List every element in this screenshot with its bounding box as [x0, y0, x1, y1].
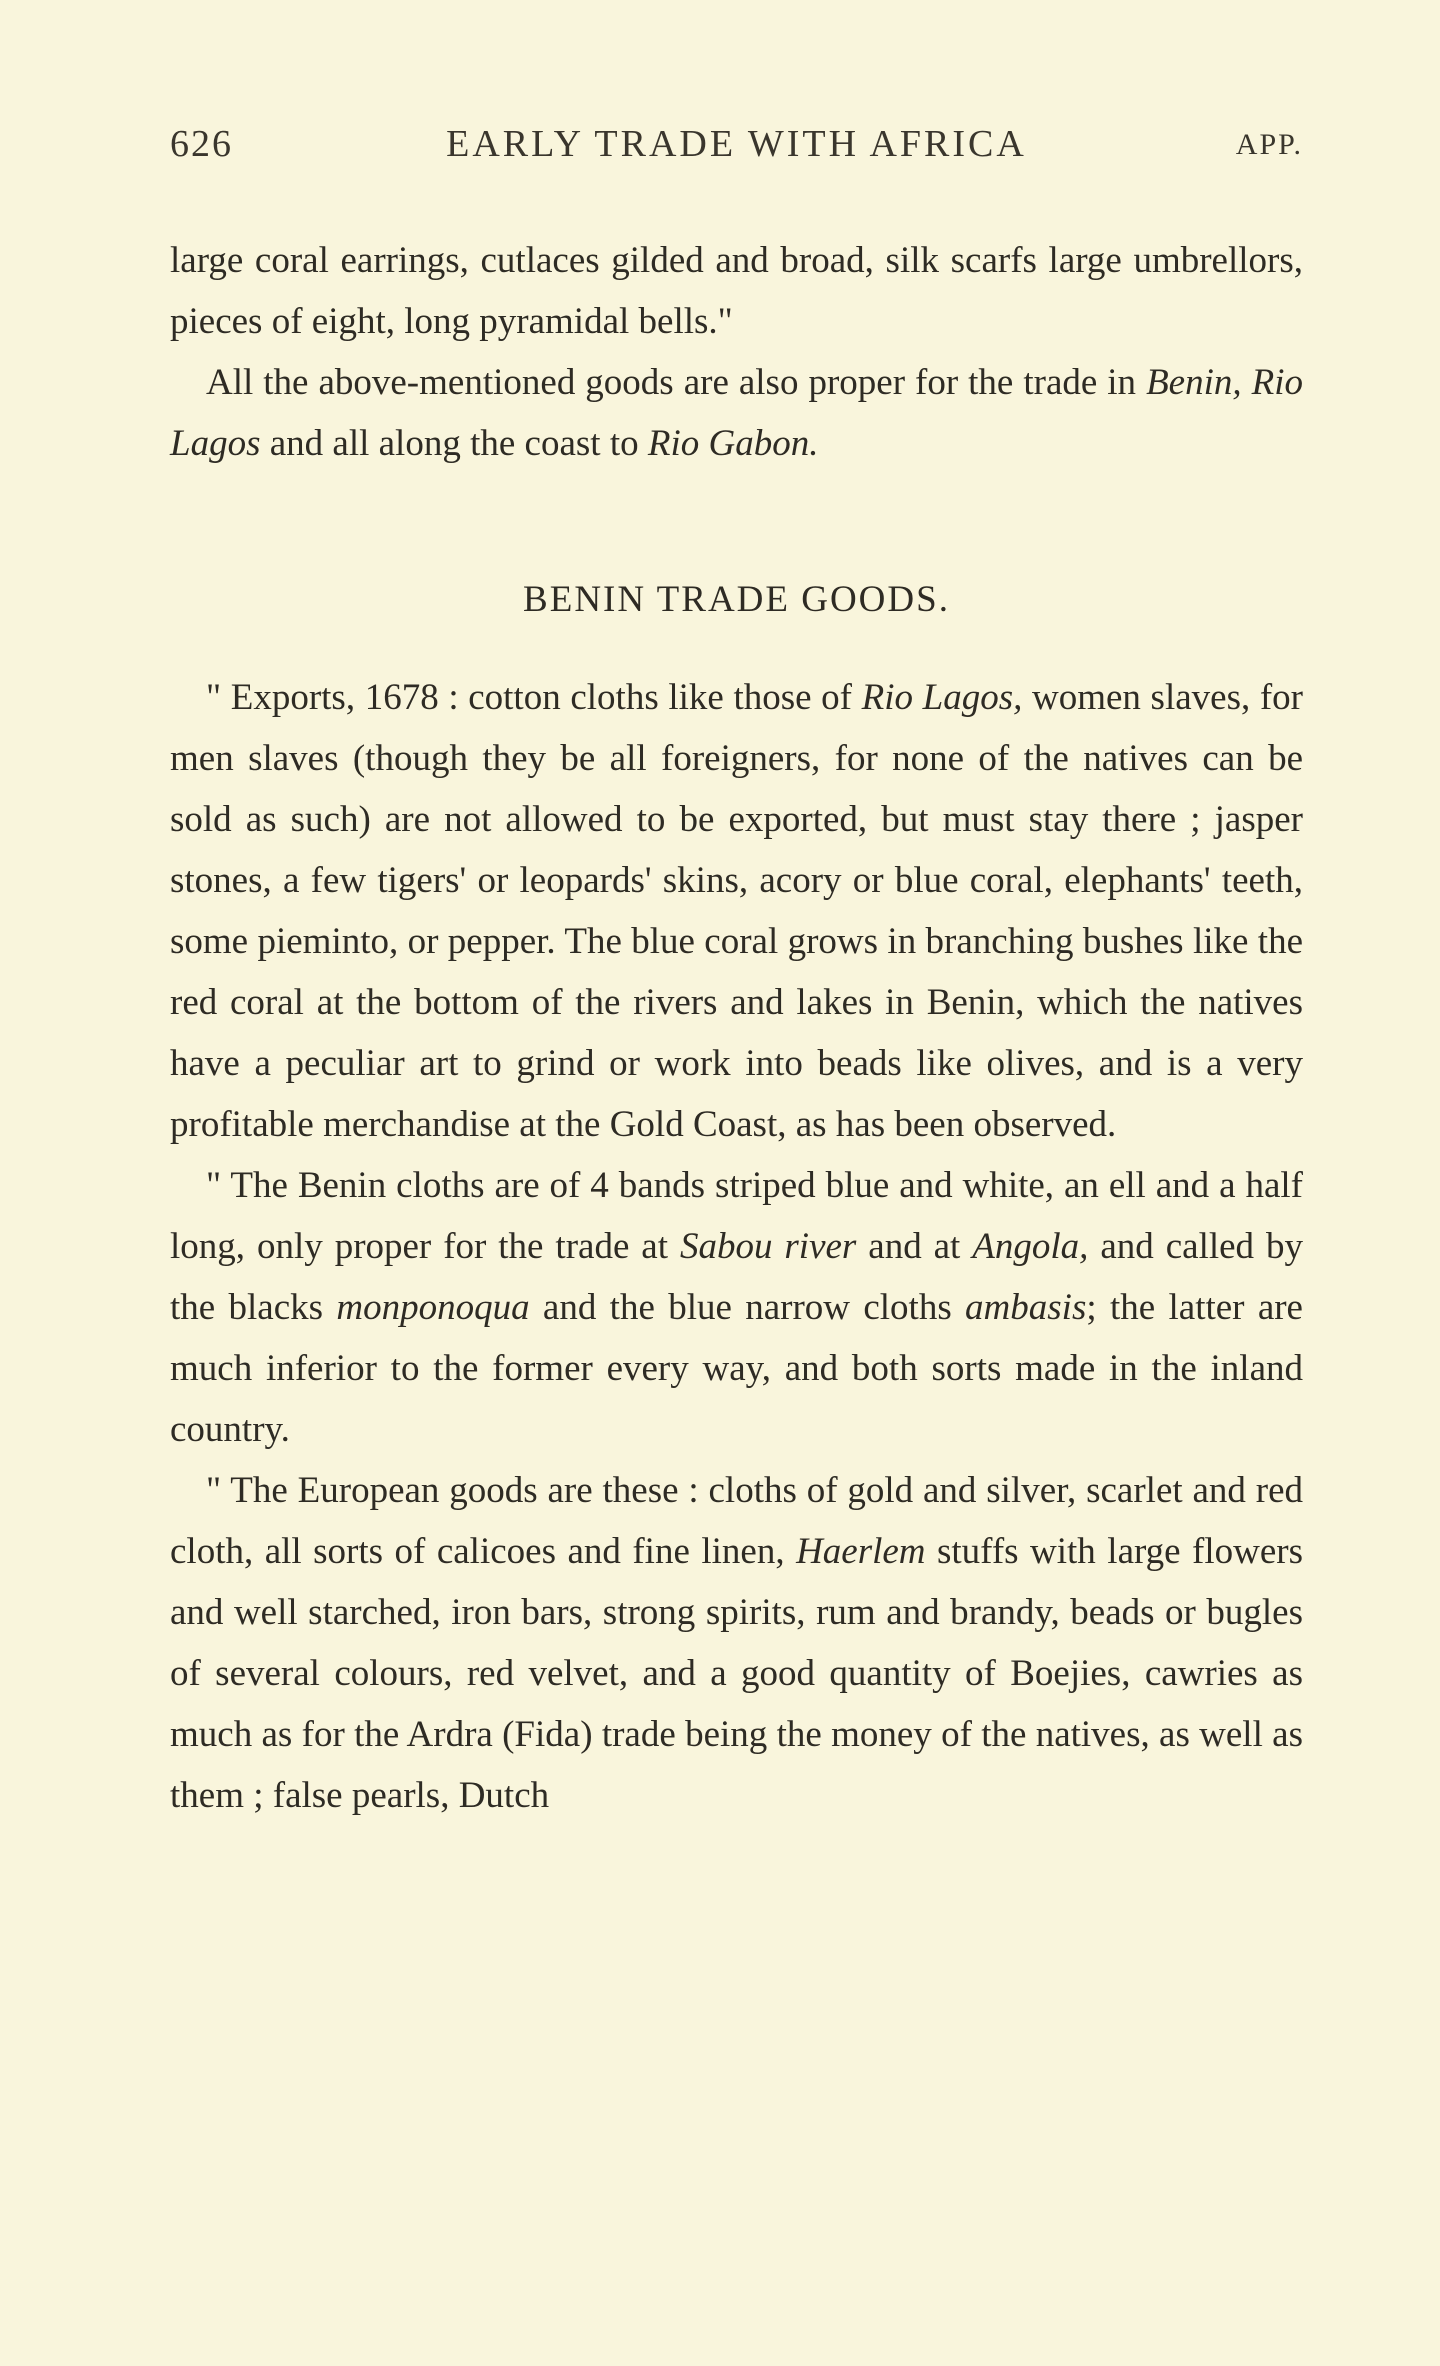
- place-name: Sabou river: [679, 1226, 857, 1267]
- cloth-term: monponoqua: [336, 1287, 530, 1328]
- cloth-term: ambasis: [965, 1287, 1087, 1328]
- paragraph-continuation: [170, 230, 1303, 352]
- text-run: All the above-mentioned goods are also proper for the trade in: [206, 362, 1147, 403]
- text-run: " The European goods are these : cloths of gold and silver, scarlet and red cloth, all sorts of calicoes and fine linen,: [170, 1470, 1303, 1572]
- body-text: [170, 230, 1303, 1826]
- place-name: Rio Lagos: [170, 362, 1304, 464]
- text-run: and the blue narrow cloths: [529, 1287, 966, 1328]
- place-name: Rio Gabon.: [647, 423, 819, 464]
- text-run: " Exports, 1678 : cotton cloths like those of: [206, 677, 862, 718]
- place-name: Angola,: [972, 1226, 1089, 1267]
- place-name: Haerlem: [796, 1531, 926, 1572]
- running-header: [170, 110, 1303, 170]
- text-run: " The Benin cloths are of 4 bands striped blue and white, an ell and a half long, only proper for the trade at: [170, 1165, 1303, 1267]
- running-title: EARLY TRADE WITH AFRICA: [446, 123, 1027, 165]
- paragraph-european-goods: [170, 1460, 1303, 1826]
- text-run: and at: [856, 1226, 973, 1267]
- text-run: and all along the coast to: [260, 423, 648, 464]
- paragraph-coast-goods: [170, 352, 1303, 474]
- paragraph-benin-cloths: [170, 1155, 1303, 1460]
- text-run: women slaves, for men slaves (though they be all foreigners, for none of the natives can be sold as such) are not allowed to be exported, but must stay there ; jasper stones, a few tigers' or leopards' skins, acory or blue coral, elephants' teeth, some pieminto, or pepper. The blue coral grows in branching bushes like the red coral at the bottom of the rivers and lakes in Benin, which the natives have a peculiar art to grind or work into beads like olives, and is a very profitable merchandise at the Gold Coast, as has been observed.: [170, 677, 1303, 1145]
- text-run: and called by the blacks: [170, 1226, 1303, 1328]
- text-run: stuffs with large flowers and well starched, iron bars, strong spirits, rum and brandy, beads or bugles of several colours, red velvet, and a good quantity of Boejies, cawries as much as for the Ardra (Fida) trade being the money of the natives, as well as them ; false pearls, Dutch: [170, 1531, 1303, 1816]
- place-name: Rio Lagos,: [861, 677, 1023, 718]
- text-run: large coral earrings, cutlaces gilded and broad, silk scarfs large umbrellors, pieces of eight, long pyramidal bells.": [170, 240, 1303, 342]
- page-number: 626: [170, 123, 233, 165]
- section-heading: BENIN TRADE GOODS.: [523, 579, 950, 620]
- place-name: Benin,: [1146, 362, 1242, 403]
- paragraph-exports: [170, 667, 1303, 1155]
- section-mark: APP.: [1235, 128, 1303, 161]
- text-run: ; the latter are much inferior to the former every way, and both sorts made in the inland country.: [170, 1287, 1303, 1450]
- book-page: [170, 110, 1303, 1826]
- text-run: [1242, 362, 1252, 403]
